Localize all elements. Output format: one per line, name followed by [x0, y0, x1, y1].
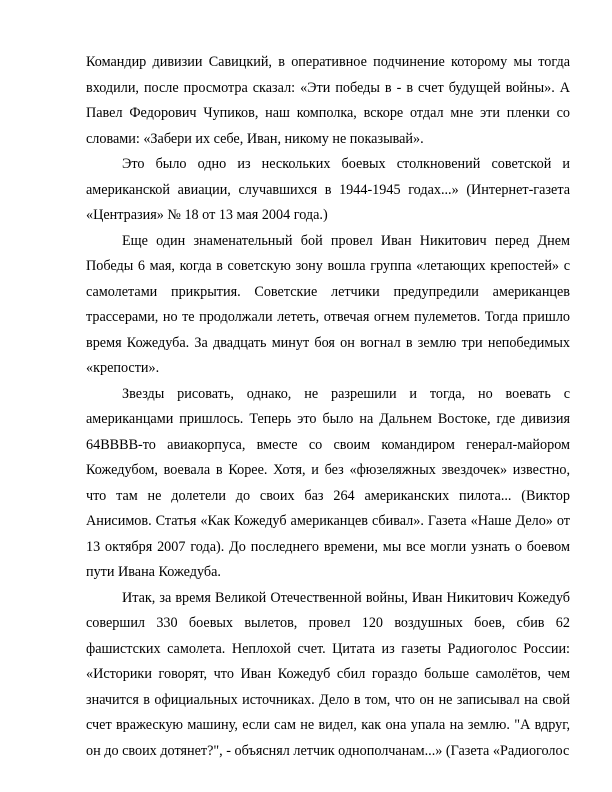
- paragraph-2: Это было одно из нескольких боевых столкновений советской и американской авиации, случавшихся в 1944-1945 годах...» (Интернет-газета «Центразия» № 18 от 13 мая 2004 года.): [86, 156, 570, 223]
- paragraph-1: Командир дивизии Савицкий, в оперативное подчинение которому мы тогда входили, после просмотра сказал: «Эти победы в - в счет будущей войны». А Павел Федорович Чупиков, наш комполка, вскоре отдал мне эти пленки со словами: «Забери их себе, Иван, никому не показывай».: [86, 54, 570, 147]
- body-text: [86, 50, 570, 764]
- paragraph-5: Итак, за время Великой Отечественной войны, Иван Никитович Кожедуб совершил 330 боевых вылетов, провел 120 воздушных боев, сбив 62 фашистских самолета. Неплохой счет. Цитата из газеты Радиоголос России: «Историки говорят, что Иван Кожедуб сбил гораздо больше самолётов, чем значится в официальных источниках. Дело в том, что он не записывал на свой счет вражескую машину, если сам не видел, как она упала на землю. "А вдруг, он до своих дотянет?", - объяснял летчик однополчанам...» (Газета «Радиоголос: [86, 589, 570, 759]
- paragraph-3: Еще один знаменательный бой провел Иван Никитович перед Днем Победы 6 мая, когда в советскую зону вошла группа «летающих крепостей» с самолетами прикрытия. Советские летчики предупредили американцев трассерами, но те продолжали лететь, отвечая огнем пулеметов. Тогда пришло время Кожедуба. За двадцать минут боя он вогнал в землю три непобедимых «крепости».: [86, 232, 570, 376]
- paragraph-4: Звезды рисовать, однако, не разрешили и тогда, но воевать с американцами пришлось. Теперь это было на Дальнем Востоке, где дивизия 64BBBB-то авиакорпуса, вместе со своим командиром генерал-майором Кожедубом, воевала в Корее. Хотя, и без «фюзеляжных звездочек» известно, что там не долетели до своих баз 264 американских пилота... (Виктор Анисимов. Статья «Как Кожедуб американцев сбивал». Газета «Наше Дело» от 13 октября 2007 года). До последнего времени, мы все могли узнать о боевом пути Ивана Кожедуба.: [86, 385, 570, 580]
